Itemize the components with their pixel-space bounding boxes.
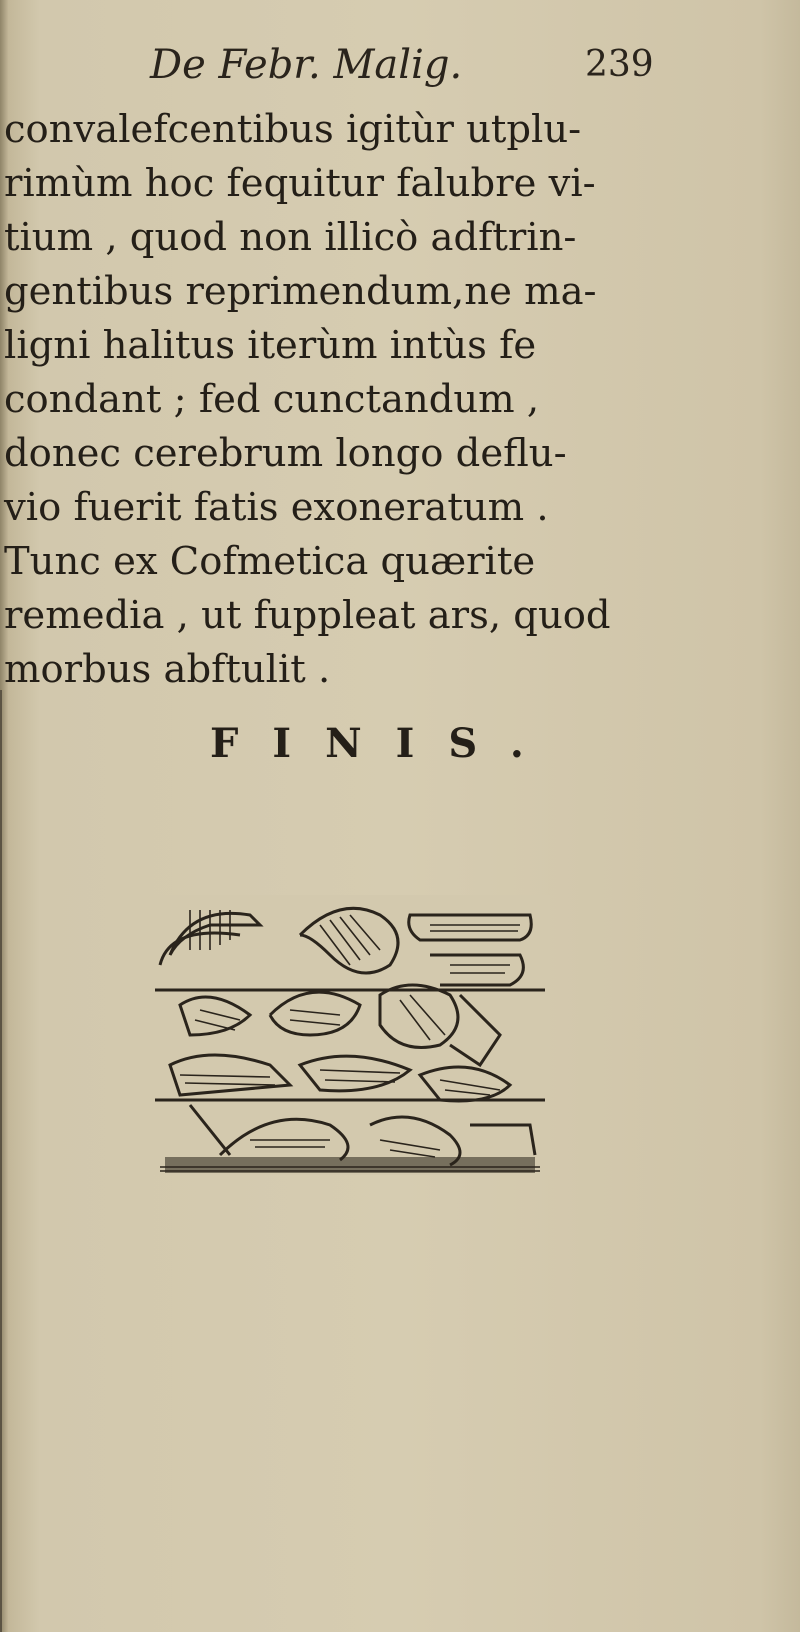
text-line: morbus abftulit . [4,647,331,692]
running-title: De Febr. Malig. [150,42,463,88]
body-text [4,103,794,697]
text-line: ligni halitus iterùm intùs fe [4,323,537,368]
finis-heading: FINIS. [210,720,558,767]
text-line: remedia , ut fuppleat ars, quod [4,593,611,638]
page-fold-line [0,690,8,1632]
text-line: convalefcentibus igitùr utplu- [4,107,582,152]
text-line: condant ; fed cunctandum , [4,377,540,422]
woodcut-tailpiece-icon [150,895,550,1175]
text-line: tium , quod non illicò adftrin- [4,215,577,260]
text-line: rimùm hoc fequitur falubre vi- [4,161,596,206]
text-line: vio fuerit fatis exoneratum . [4,485,549,530]
text-line: Tunc ex Cofmetica quærite [4,539,536,584]
page-number: 239 [585,44,654,85]
text-line: donec cerebrum longo deflu- [4,431,567,476]
text-line: gentibus reprimendum,ne ma- [4,269,597,314]
